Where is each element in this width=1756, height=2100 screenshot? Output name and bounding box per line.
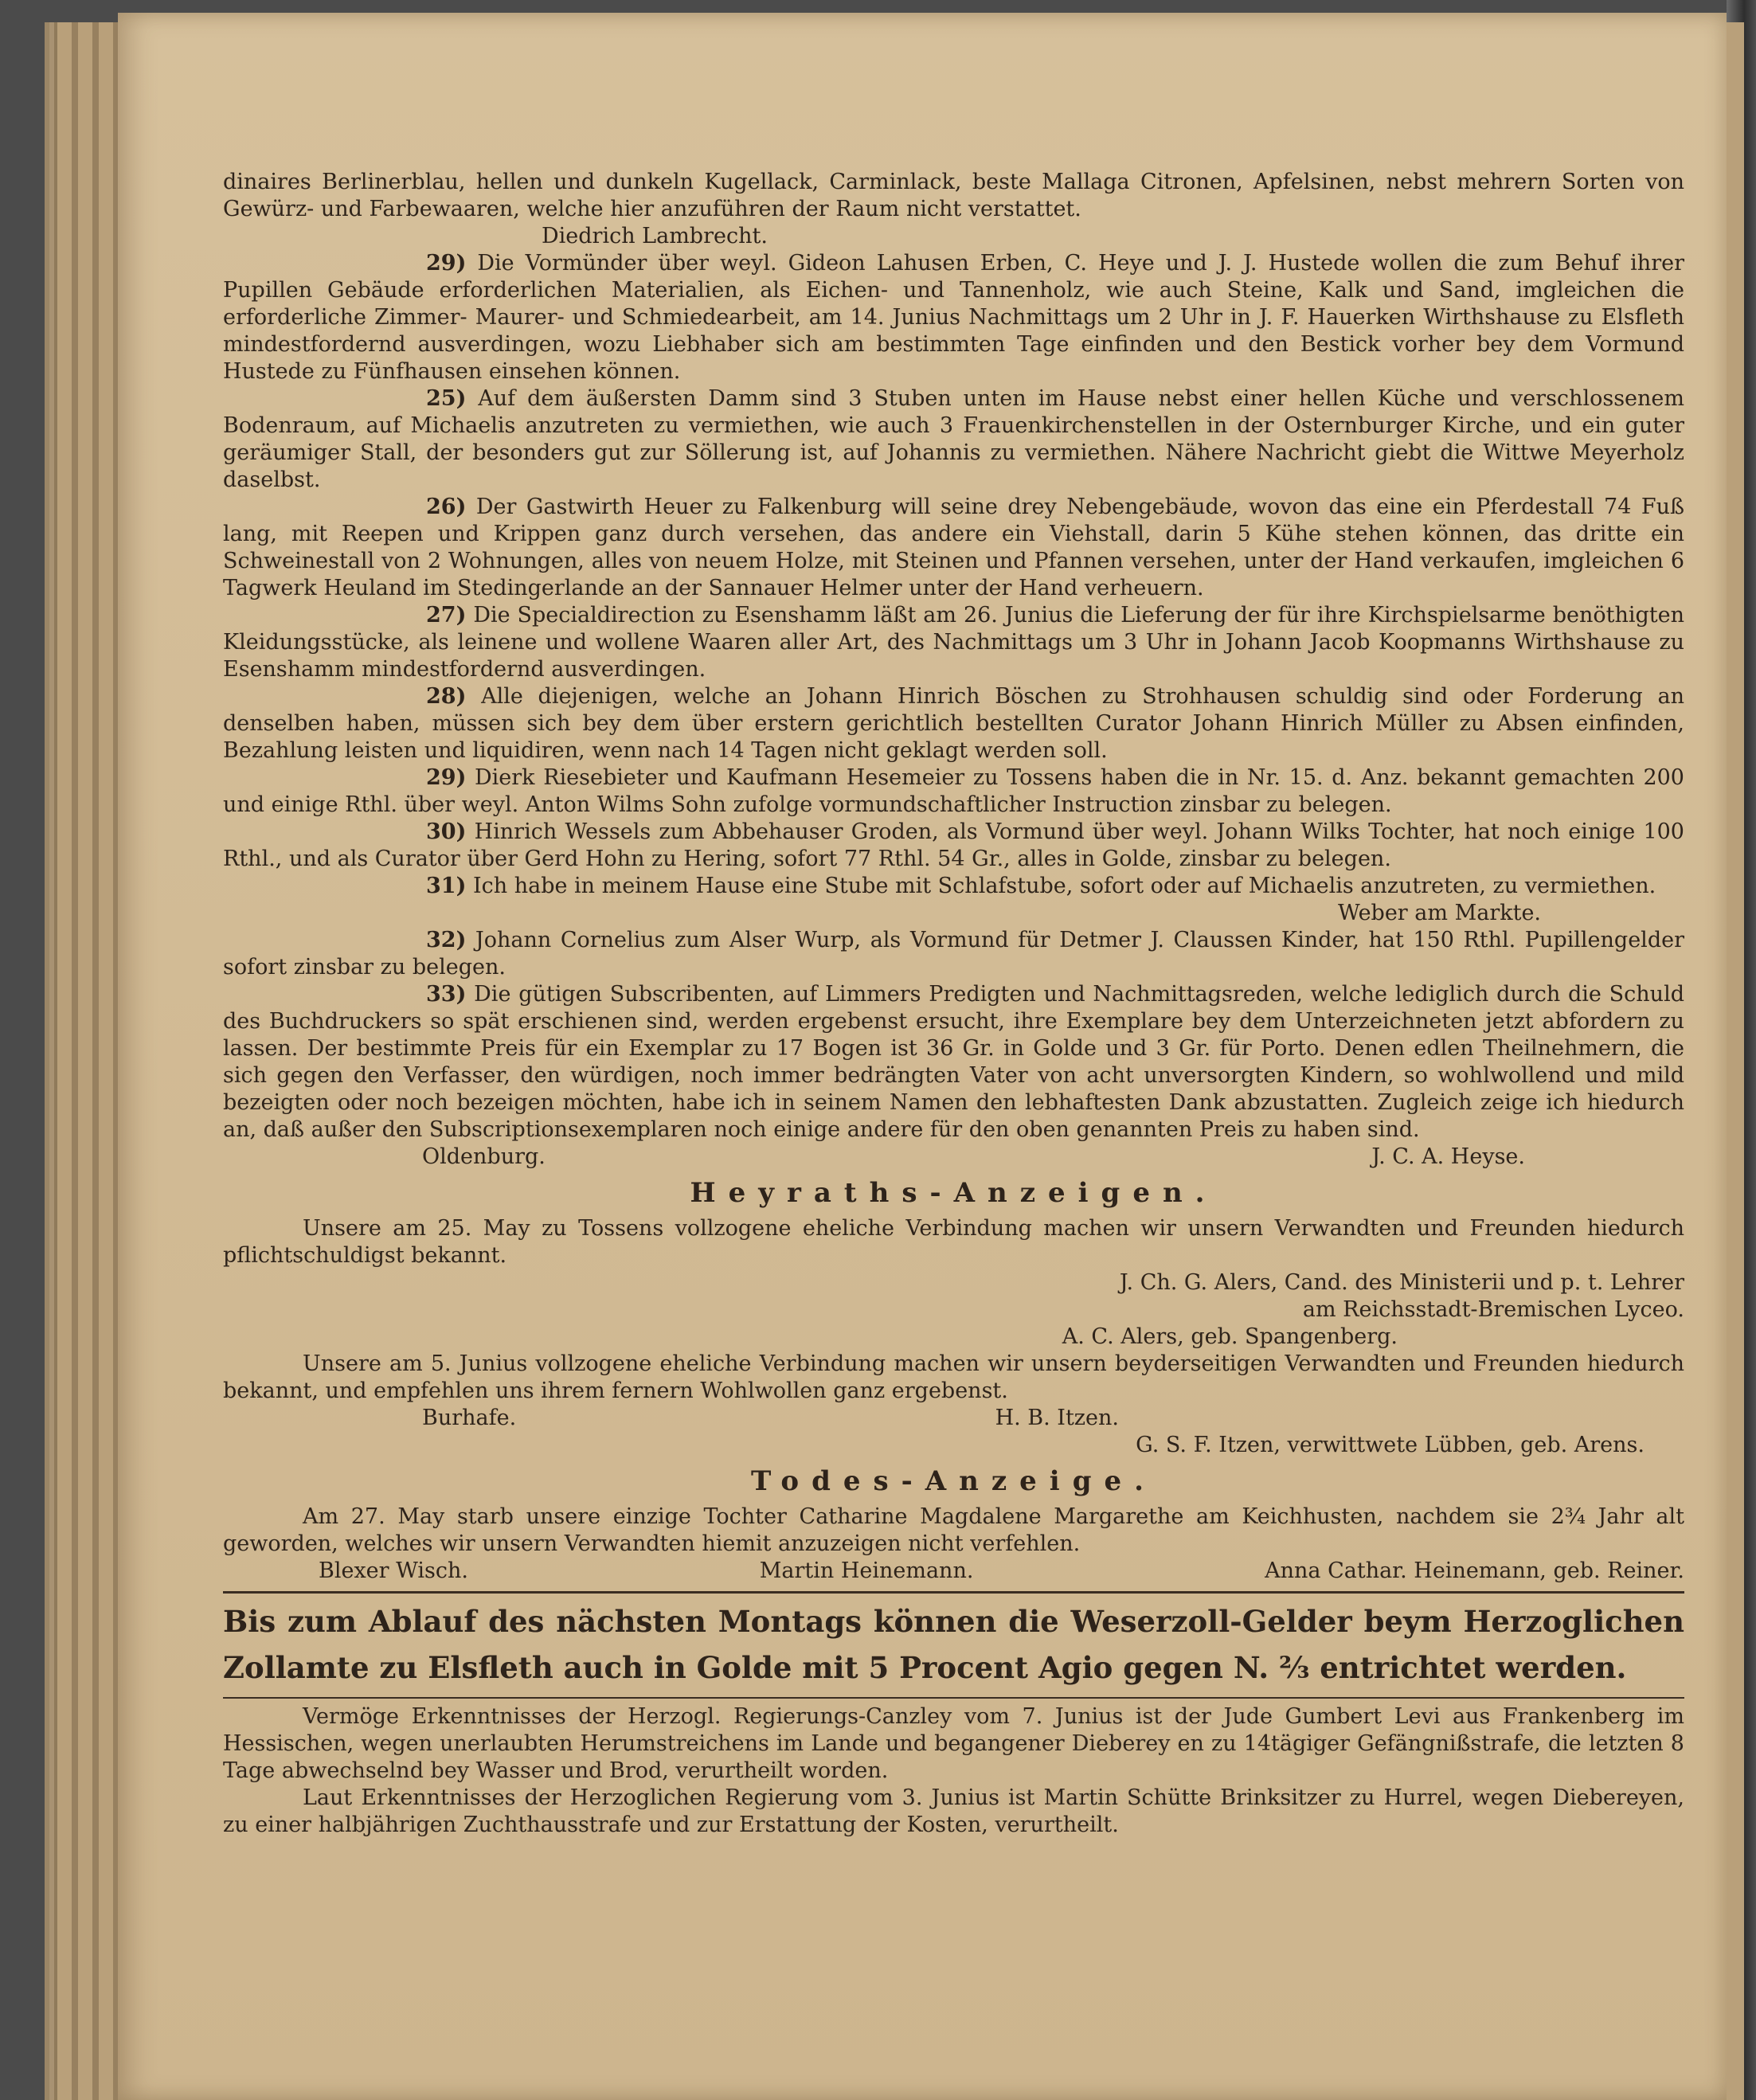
page-text-column bbox=[223, 169, 1684, 1839]
advertisement-27 bbox=[223, 602, 1684, 683]
place-blexer-wisch: Blexer Wisch. bbox=[319, 1558, 469, 1583]
ad-number: 29) bbox=[426, 765, 467, 790]
page-edge bbox=[72, 22, 78, 2100]
advertisement-33 bbox=[223, 981, 1684, 1144]
signature-lambrecht: Diedrich Lambrecht. bbox=[542, 224, 768, 248]
continued-advertisement: dinaires Berlinerblau, hellen und dunkeln Kugellack, Carminlack, beste Mallaga Citronen, Apfelsinen, nebst mehrern Sorten von Gewürz- und Farbewaaren, welche hier anzuführen der Raum nicht verstattet. bbox=[223, 170, 1684, 221]
court-judgment-1: Vermöge Erkenntnisses der Herzogl. Regierungs-Canzley vom 7. Junius ist der Jude Gumbert Levi aus Frankenberg im Hessischen, wegen unerlaubten Herumstreichens im Lande und begangener Dieberey en zu 14tägiger Gefängnißstrafe, die letzten 8 Tage abwechselnd bey Wasser und Brod, verurtheilt worden. bbox=[223, 1704, 1684, 1783]
ad-number: 28) bbox=[426, 684, 467, 709]
signature-itzen: H. B. Itzen. bbox=[995, 1406, 1119, 1430]
advertisement-26 bbox=[223, 494, 1684, 602]
signature-line-heinemann bbox=[223, 1558, 1684, 1585]
signature-line-itzen bbox=[223, 1405, 1684, 1432]
heading-death-announcement: Todes-Anzeige. bbox=[751, 1465, 1156, 1497]
advertisement-29a bbox=[223, 250, 1684, 385]
ad-text: Auf dem äußersten Damm sind 3 Stuben unten im Hause nebst einer hellen Küche und verschlossenem Bodenraum, auf Michaelis anzutreten zu vermiethen, wie auch 3 Frauenkirchenstellen in der Osternburger Kirche, und ein guter geräumiger Stall, der besonders gut zur Söllerung ist, auf Johannis zu vermiethen. Nähere Nachricht giebt die Wittwe Meyerholz daselbst. bbox=[223, 386, 1684, 492]
ad-text: Der Gastwirth Heuer zu Falkenburg will seine drey Nebengebäude, wovon das eine ein Pferdestall 74 Fuß lang, mit Reepen und Krippen ganz durch versehen, das andere ein Viehstall, darin 5 Kühe stehen können, das dritte ein Schweinestall von 2 Wohnungen, alles von neuem Holze, mit Steinen und Pfannen versehen, unter der Hand verkaufen, imgleichen 6 Tagwerk Heuland im Stedingerlande an der Sannauer Helmer unter der Hand verheuern. bbox=[223, 495, 1684, 600]
signature-alers-line-2: am Reichsstadt-Bremischen Lyceo. bbox=[1302, 1297, 1684, 1322]
ad-text: Die Vormünder über weyl. Gideon Lahusen Erben, C. Heye und J. J. Hustede wollen die zum Behuf ihrer Pupillen Gebäude erforderlichen Materialien, als Eichen- und Tannenholz, wie auch Steine, Kalk und Sand, imgleichen die erforderliche Zimmer- Maurer- und Schmiedearbeit, am 14. Junius Nachmittags um 2 Uhr in J. F. Hauerken Wirthshause zu Elsfleth mindestfordernd ausverdingen, wozu Liebhaber sich am bestimmten Tage einfinden und den Bestick vorher bey dem Vormund Hustede zu Fünfhausen einsehen können. bbox=[223, 251, 1684, 384]
ad-number: 29) bbox=[426, 251, 467, 276]
advertisement-25 bbox=[223, 385, 1684, 494]
ad-number: 31) bbox=[426, 874, 467, 898]
page-edge bbox=[92, 22, 99, 2100]
signature-heinemann: Martin Heinemann. bbox=[759, 1558, 974, 1583]
signature-heinemann-wife: Anna Cathar. Heinemann, geb. Reiner. bbox=[1265, 1558, 1684, 1583]
customs-notice: Bis zum Ablauf des nächsten Montags können die Weserzoll-Gelder beym Herzoglichen Zollamte zu Elsfleth auch in Golde mit 5 Procent Agio gegen N. ⅔ entrichtet werden. bbox=[223, 1604, 1684, 1685]
ad-text: Alle diejenigen, welche an Johann Hinrich Böschen zu Strohhausen schuldig sind oder Forderung an denselben haben, müssen sich bey dem über erstern gerichtlich bestellten Curator Johann Hinrich Müller zu Absen einfinden, Bezahlung leisten und liquidiren, wenn nach 14 Tagen nicht geklagt werden soll. bbox=[223, 684, 1684, 763]
advertisement-31 bbox=[223, 873, 1684, 900]
signature-heyse: J. C. A. Heyse. bbox=[1371, 1144, 1525, 1169]
ad-number: 33) bbox=[426, 982, 467, 1007]
advertisement-28 bbox=[223, 683, 1684, 765]
divider bbox=[223, 1697, 1684, 1699]
place-burhafe: Burhafe. bbox=[422, 1406, 517, 1430]
death-announcement: Am 27. May starb unsere einzige Tochter Catharine Magdalene Margarethe am Keichhusten, nachdem sie 2¾ Jahr alt geworden, welches wir unsern Verwandten hiemit anzuzeigen nicht verfehlen. bbox=[223, 1504, 1684, 1556]
signature-alers: J. Ch. G. Alers, Cand. des Ministerii und p. t. Lehrer bbox=[1119, 1270, 1684, 1295]
signature-line-heyse bbox=[223, 1144, 1684, 1171]
ad-number: 30) bbox=[426, 819, 467, 844]
ad-text: Ich habe in meinem Hause eine Stube mit Schlafstube, sofort oder auf Michaelis anzutreten, zu vermiethen. bbox=[472, 874, 1656, 898]
ad-number: 32) bbox=[426, 928, 467, 952]
advertisement-32 bbox=[223, 927, 1684, 981]
marriage-announcement-1: Unsere am 25. May zu Tossens vollzogene eheliche Verbindung machen wir unsern Verwandten und Freunden hiedurch pflichtschuldigst bekannt. bbox=[223, 1216, 1684, 1268]
court-judgment-2: Laut Erkenntnisses der Herzoglichen Regierung vom 3. Junius ist Martin Schütte Brinksitzer zu Hurrel, wegen Diebereyen, zu einer halbjährigen Zuchthausstrafe und zur Erstattung der Kosten, verurtheilt. bbox=[223, 1785, 1684, 1837]
place-oldenburg: Oldenburg. bbox=[422, 1144, 546, 1169]
marriage-announcement-2: Unsere am 5. Junius vollzogene eheliche Verbindung machen wir unsern beyderseitigen Verwandten und Freunden hiedurch bekannt, und empfehlen uns ihrem fernern Wohlwollen ganz ergebenst. bbox=[223, 1351, 1684, 1403]
ad-number: 26) bbox=[426, 495, 467, 519]
advertisement-30 bbox=[223, 819, 1684, 873]
divider bbox=[223, 1591, 1684, 1594]
heading-marriage-announcements: Heyraths-Anzeigen. bbox=[690, 1177, 1218, 1209]
ad-text: Johann Cornelius zum Alser Wurp, als Vormund für Detmer J. Claussen Kinder, hat 150 Rthl. Pupillengelder sofort zinsbar zu belegen. bbox=[223, 928, 1684, 980]
advertisement-29b bbox=[223, 765, 1684, 819]
signature-weber: Weber am Markte. bbox=[1338, 901, 1541, 925]
signature-itzen-wife: G. S. F. Itzen, verwittwete Lübben, geb. Arens. bbox=[1136, 1433, 1645, 1457]
signature-alers-wife: A. C. Alers, geb. Spangenberg. bbox=[1062, 1324, 1398, 1349]
ad-text: Die gütigen Subscribenten, auf Limmers Predigten und Nachmittagsreden, welche lediglich durch die Schuld des Buchdruckers so spät erschienen sind, werden ergebenst ersucht, ihre Exemplare bey dem Unterzeichneten jetzt abfordern zu lassen. Der bestimmte Preis für ein Exemplar zu 17 Bogen ist 36 Gr. in Golde und 3 Gr. für Porto. Denen edlen Theilnehmern, die sich gegen den Verfasser, den würdigen, noch immer bedrängten Vater von acht unversorgten Kindern, so wohlwollend und mild bezeigten oder noch bezeigen möchten, habe ich in seinem Namen den lebhaftesten Dank abzustatten. Zugleich zeige ich hiedurch an, daß außer den Subscriptionsexemplaren noch einige andere für den oben genannten Preis zu haben sind. bbox=[223, 982, 1684, 1142]
ad-text: Hinrich Wessels zum Abbehauser Groden, als Vormund über weyl. Johann Wilks Tochter, hat noch einige 100 Rthl., und als Curator über Gerd Hohn zu Hering, sofort 77 Rthl. 54 Gr., alles in Golde, zinsbar zu belegen. bbox=[223, 819, 1684, 871]
ad-text: Dierk Riesebieter und Kaufmann Hesemeier zu Tossens haben die in Nr. 15. d. Anz. bekannt gemachten 200 und einige Rthl. über weyl. Anton Wilms Sohn zufolge vormundschaftlicher Instruction zinsbar zu belegen. bbox=[223, 765, 1684, 817]
ad-text: Die Specialdirection zu Esenshamm läßt am 26. Junius die Lieferung der für ihre Kirchspielsarme benöthigten Kleidungsstücke, als leinene und wollene Waaren aller Art, des Nachmittags um 3 Uhr in Johann Jacob Koopmanns Wirthshause zu Esenshamm mindestfordernd ausverdingen. bbox=[223, 603, 1684, 682]
ad-number: 27) bbox=[426, 603, 467, 628]
ad-number: 25) bbox=[426, 386, 467, 411]
